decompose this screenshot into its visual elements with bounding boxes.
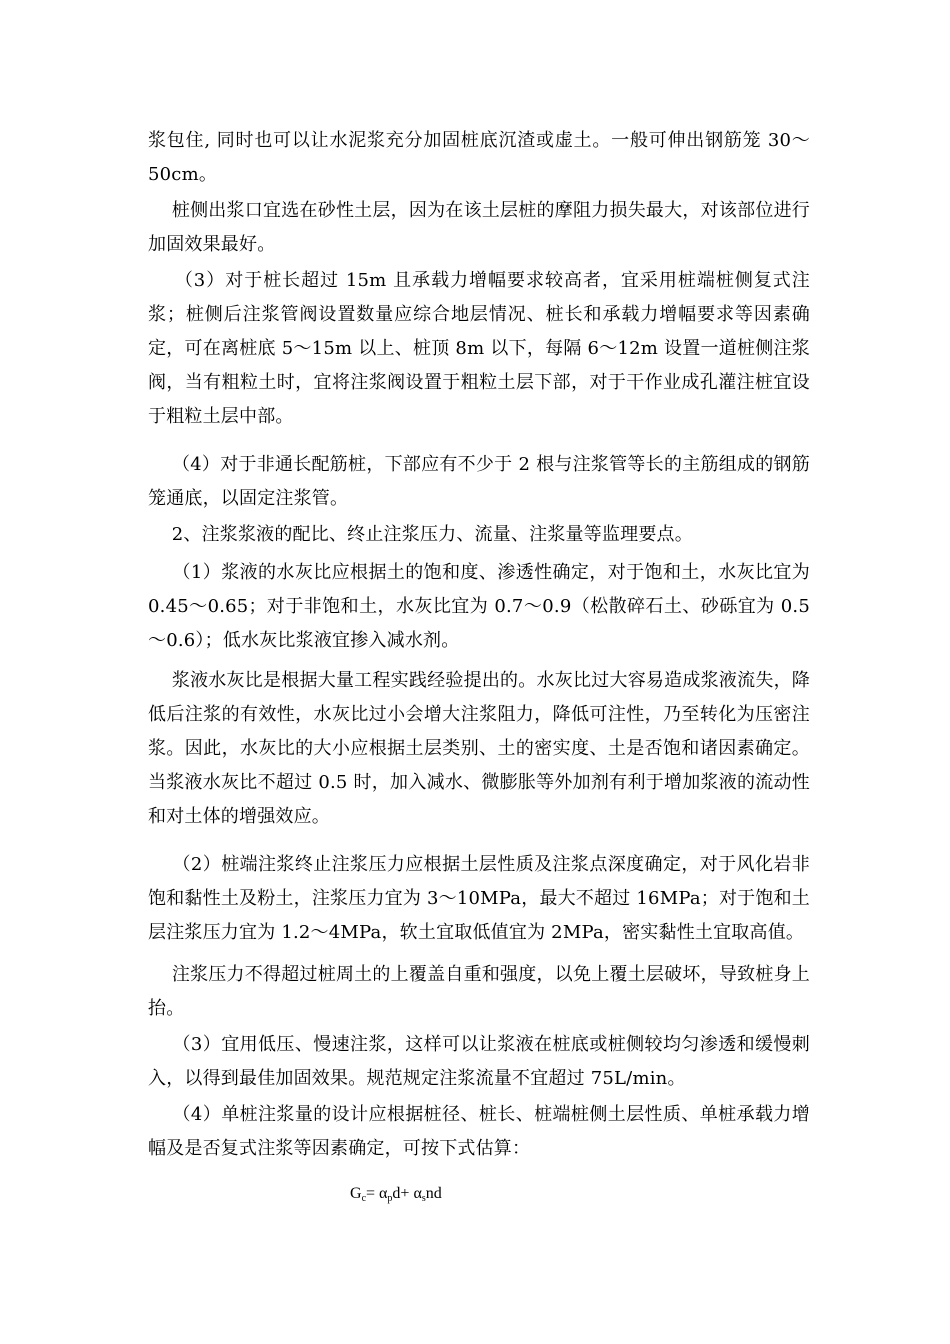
formula-part-1: = α [366,1185,388,1202]
paragraph-8: （2）桩端注浆终止注浆压力应根据土层性质及注浆点深度确定，对于风化岩非饱和黏性土及粉土，注浆压力宜为 3～10MPa，最大不超过 16MPa；对于饱和土层注浆压力宜为 1.2～4MPa，软土宜取低值宜为 2MPa，密实黏性土宜取高值。 [148,854,810,943]
paragraph-11: （4）单桩注浆量的设计应根据桩径、桩长、桩端桩侧土层性质、单桩承载力增幅及是否复式注浆等因素确定，可按下式估算： [148,1104,810,1159]
formula-subscript-c: c [361,1193,367,1204]
paragraph-4: （4）对于非通长配筋桩，下部应有不少于 2 根与注浆管等长的主筋组成的钢筋笼通底，以固定注浆管。 [148,454,810,509]
paragraph-1: 浆包住, 同时也可以让水泥浆充分加固桩底沉渣或虚土。一般可伸出钢筋笼 30～50cm。 [148,130,810,185]
grout-volume-formula [350,1182,442,1211]
formula-subscript-s: s [421,1193,426,1204]
section-heading-2: 2、注浆浆液的配比、终止注浆压力、流量、注浆量等监理要点。 [148,524,693,545]
formula-part-3: nd [425,1185,442,1202]
paragraph-7: 浆液水灰比是根据大量工程实践经验提出的。水灰比过大容易造成浆液流失，降低后注浆的有效性，水灰比过小会增大注浆阻力，降低可注性，乃至转化为压密注浆。因此，水灰比的大小应根据土层类别、土的密实度、土是否饱和诸因素确定。当浆液水灰比不超过 0.5 时，加入减水、微膨胀等外加剂有利于增加浆液的流动性和对土体的增强效应。 [148,670,810,827]
paragraph-9: 注浆压力不得超过桩周土的上覆盖自重和强度，以免上覆土层破坏，导致桩身上抬。 [148,964,810,1019]
paragraph-10: （3）宜用低压、慢速注浆，这样可以让浆液在桩底或桩侧较均匀渗透和缓慢刺入，以得到最佳加固效果。规范规定注浆流量不宜超过 75L/min。 [148,1034,810,1089]
formula-subscript-p: p [387,1193,393,1204]
paragraph-3: （3）对于桩长超过 15m 且承载力增幅要求较高者，宜采用桩端桩侧复式注浆；桩侧后注浆管阀设置数量应综合地层情况、桩长和承载力增幅要求等因素确定，可在离桩底 5～15m 以上、桩顶 8m 以下，每隔 6～12m 设置一道桩侧注浆阀，当有粗粒土时，宜将注浆阀设置于粗粒土层下部，对于干作业成孔灌注桩宜设于粗粒土层中部。 [148,270,810,427]
formula-part-2: d+ α [392,1185,422,1202]
formula-symbol-g: G [350,1185,362,1202]
paragraph-2: 桩侧出浆口宜选在砂性土层，因为在该土层桩的摩阻力损失最大，对该部位进行加固效果最好。 [148,200,810,255]
paragraph-6: （1）浆液的水灰比应根据土的饱和度、渗透性确定，对于饱和土，水灰比宜为 0.45～0.65；对于非饱和土，水灰比宜为 0.7～0.9（松散碎石土、砂砾宜为 0.5～0.6）；低水灰比浆液宜掺入减水剂。 [148,562,816,651]
